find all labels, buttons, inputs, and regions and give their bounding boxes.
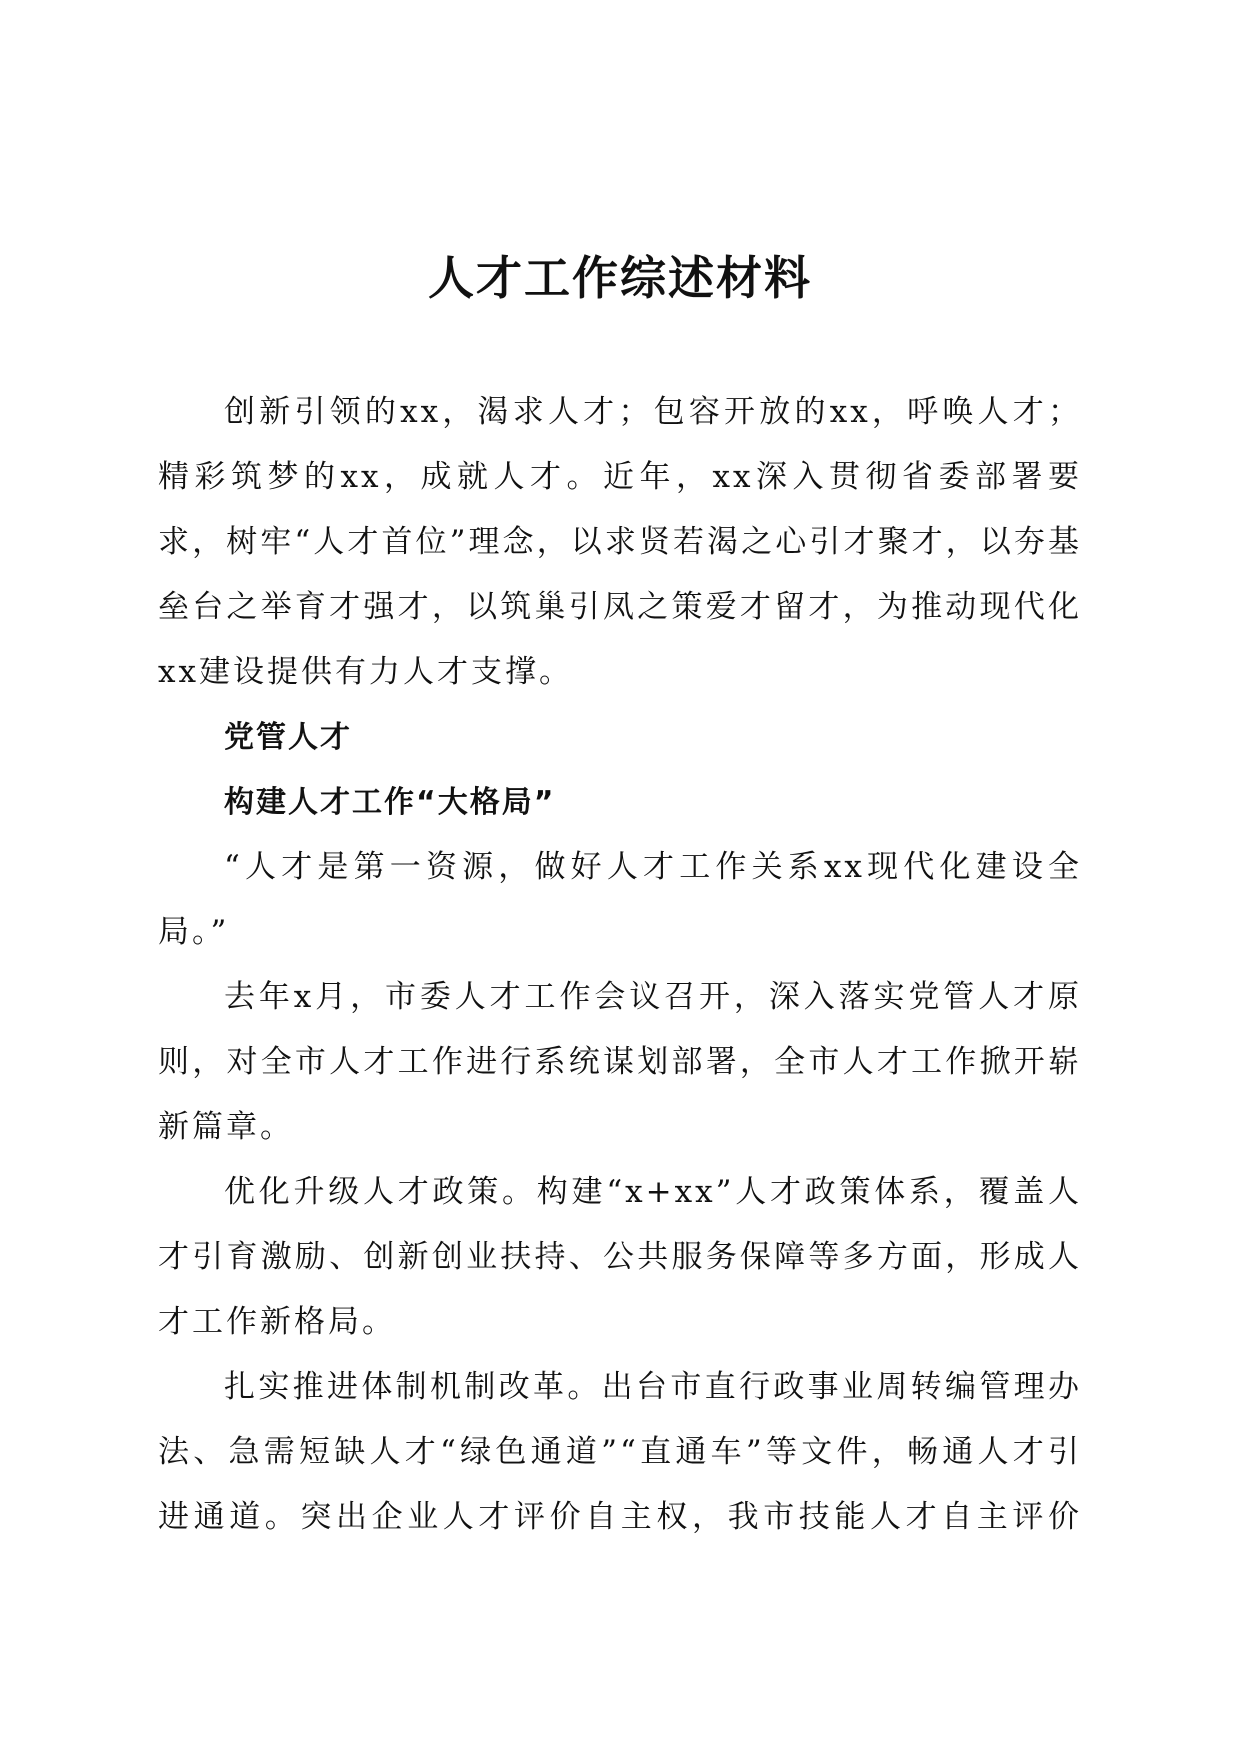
reform-paragraph: 扎实推进体制机制改革。出台市直行政事业周转编管理办法、急需短缺人才“绿色通道”“直通车”等文件，畅通人才引进通道。突出企业人才评价自主权，我市技能人才自主评价 bbox=[158, 1369, 1082, 1535]
document-body bbox=[158, 380, 1082, 1550]
conference-paragraph: 去年x月，市委人才工作会议召开，深入落实党管人才原则，对全市人才工作进行系统谋划部署，全市人才工作掀开崭新篇章。 bbox=[158, 979, 1082, 1145]
intro-paragraph: 创新引领的xx，渴求人才；包容开放的xx，呼唤人才；精彩筑梦的xx，成就人才。近年，xx深入贯彻省委部署要求，树牢“人才首位”理念，以求贤若渴之心引才聚才，以夯基垒台之举育才强才，以筑巢引凤之策爱才留才，为推动现代化xx建设提供有力人才支撑。 bbox=[158, 394, 1082, 690]
quote-paragraph: “人才是第一资源，做好人才工作关系xx现代化建设全局。” bbox=[158, 849, 1082, 950]
section-subheading: 构建人才工作“大格局” bbox=[224, 785, 556, 820]
section-heading: 党管人才 bbox=[224, 720, 352, 755]
policy-paragraph: 优化升级人才政策。构建“x+xx”人才政策体系，覆盖人才引育激励、创新创业扶持、公共服务保障等多方面，形成人才工作新格局。 bbox=[158, 1174, 1082, 1340]
document-title: 人才工作综述材料 bbox=[428, 251, 812, 305]
